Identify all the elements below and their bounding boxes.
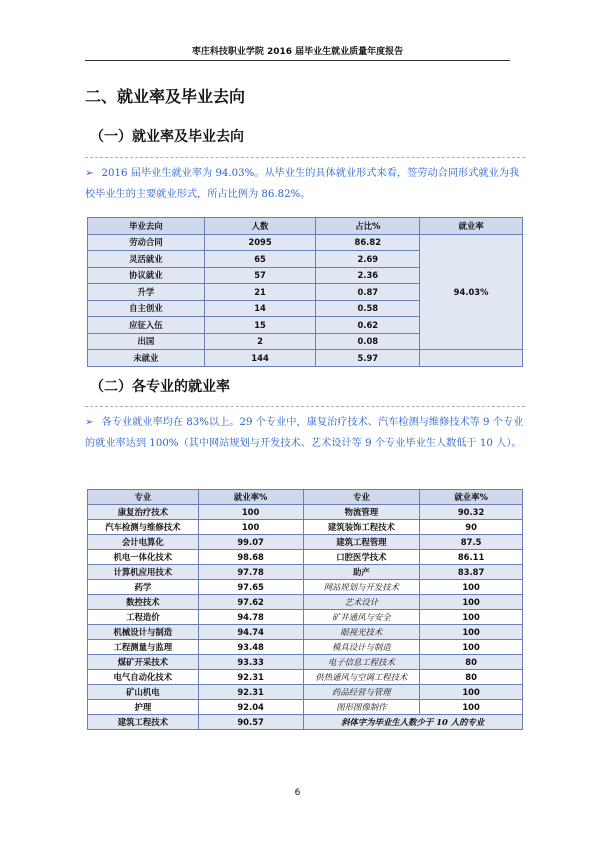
table-cell: 21 (204, 284, 316, 301)
table-cell: 90 (420, 520, 523, 535)
table-cell: 康复治疗技术 (88, 505, 199, 520)
table-row (88, 520, 523, 535)
table-cell: 眼视光技术 (303, 625, 420, 640)
table-cell: 建筑工程管理 (303, 535, 420, 550)
employment-rate-cell: 94.03% (420, 234, 523, 350)
table-row (88, 580, 523, 595)
table-row (88, 350, 523, 367)
table-cell: 100 (420, 580, 523, 595)
table-cell: 供热通风与空调工程技术 (303, 670, 420, 685)
table-cell: 90.32 (420, 505, 523, 520)
paragraph-1-text: 2016 届毕业生就业率为 94.03%。从毕业生的具体就业形式来看，签劳动合同形式就业为我校毕业生的主要就业形式，所占比例为 86.82%。 (85, 168, 520, 200)
table-row (88, 715, 523, 730)
subsection-rule-2 (85, 406, 525, 407)
table-cell: 90.57 (198, 715, 303, 730)
table-cell: 机械设计与制造 (88, 625, 199, 640)
table-cell: 2095 (204, 234, 316, 251)
table-cell: 80 (420, 670, 523, 685)
table-row (88, 670, 523, 685)
table-header-row (88, 490, 523, 505)
paragraph-2-text: 各专业就业率均在 83%以上。29 个专业中，康复治疗技术、汽车检测与维修技术等 9 个专业的就业率达到 100%（其中网站规划与开发技术、艺术设计等 9 个专业毕业生人数低于 10 人）。 (85, 417, 524, 449)
table-cell: 建筑工程技术 (88, 715, 199, 730)
table-cell: 协议就业 (88, 267, 205, 284)
table-cell: 97.65 (198, 580, 303, 595)
table-row (88, 700, 523, 715)
subsection-rule-1 (85, 157, 525, 158)
table-cell: 电气自动化技术 (88, 670, 199, 685)
table-cell: 物流管理 (303, 505, 420, 520)
table-cell: 87.5 (420, 535, 523, 550)
table-cell: 工程测量与监理 (88, 640, 199, 655)
table-cell: 92.31 (198, 685, 303, 700)
table-cell: 药学 (88, 580, 199, 595)
table-cell: 2 (204, 333, 316, 350)
table-row (88, 655, 523, 670)
table-cell: 出国 (88, 333, 205, 350)
table-row (88, 565, 523, 580)
column-header: 就业率% (420, 490, 523, 505)
column-header: 毕业去向 (88, 218, 205, 235)
table-cell: 65 (204, 251, 316, 268)
table-cell: 灵活就业 (88, 251, 205, 268)
table-cell: 0.62 (316, 317, 420, 334)
column-header: 就业率% (198, 490, 303, 505)
table-cell: 93.33 (198, 655, 303, 670)
table-header-row (88, 218, 523, 235)
table-cell: 100 (420, 685, 523, 700)
table-row (88, 625, 523, 640)
subsection-title-1: （一）就业率及毕业去向 (90, 129, 244, 145)
table-cell: 艺术设计 (303, 595, 420, 610)
table-cell: 93.48 (198, 640, 303, 655)
table-cell: 14 (204, 300, 316, 317)
table-cell: 98.68 (198, 550, 303, 565)
table-cell: 护理 (88, 700, 199, 715)
table-cell: 2.36 (316, 267, 420, 284)
major-rate-table (87, 489, 523, 730)
table-cell: 劳动合同 (88, 234, 205, 251)
table-cell: 会计电算化 (88, 535, 199, 550)
destination-table (87, 217, 523, 367)
table-cell: 汽车检测与维修技术 (88, 520, 199, 535)
table-note: 斜体字为毕业生人数少于 10 人的专业 (303, 715, 523, 730)
table-cell: 口腔医学技术 (303, 550, 420, 565)
table-row (88, 595, 523, 610)
table-cell: 应征入伍 (88, 317, 205, 334)
table-cell: 94.78 (198, 610, 303, 625)
column-header: 专业 (303, 490, 420, 505)
table-cell: 计算机应用技术 (88, 565, 199, 580)
table-cell: 83.87 (420, 565, 523, 580)
table-cell: 模具设计与制造 (303, 640, 420, 655)
table-cell: 药品经营与管理 (303, 685, 420, 700)
table-cell: 100 (420, 595, 523, 610)
table-row (88, 505, 523, 520)
table-cell: 升学 (88, 284, 205, 301)
table-cell: 100 (198, 520, 303, 535)
table-cell: 15 (204, 317, 316, 334)
paragraph-2 (85, 412, 525, 454)
table-row (88, 685, 523, 700)
table-cell: 80 (420, 655, 523, 670)
table-cell: 92.04 (198, 700, 303, 715)
table-row (88, 234, 523, 251)
table-row (88, 610, 523, 625)
table-cell: 0.58 (316, 300, 420, 317)
header-rule (85, 60, 510, 61)
table-cell: 97.62 (198, 595, 303, 610)
table-cell: 100 (420, 625, 523, 640)
table-cell: 图形图像制作 (303, 700, 420, 715)
running-header: 枣庄科技职业学院 2016 届毕业生就业质量年度报告 (191, 47, 404, 57)
table-cell: 92.31 (198, 670, 303, 685)
page-number: 6 (294, 788, 301, 798)
table-cell: 0.87 (316, 284, 420, 301)
table-cell: 煤矿开采技术 (88, 655, 199, 670)
table-cell-empty (420, 350, 523, 367)
table-cell: 自主创业 (88, 300, 205, 317)
table-cell: 5.97 (316, 350, 420, 367)
table-cell: 100 (420, 700, 523, 715)
bullet-arrow-icon: ➢ (85, 168, 94, 179)
table-cell: 电子信息工程技术 (303, 655, 420, 670)
table-cell: 数控技术 (88, 595, 199, 610)
table-cell: 86.11 (420, 550, 523, 565)
table-cell: 100 (420, 610, 523, 625)
table-cell: 未就业 (88, 350, 205, 367)
subsection-title-2: （二）各专业的就业率 (90, 379, 230, 395)
column-header: 就业率 (420, 218, 523, 235)
table-cell: 2.69 (316, 251, 420, 268)
section-title: 二、就业率及毕业去向 (85, 87, 246, 106)
table-row (88, 550, 523, 565)
column-header: 占比% (316, 218, 420, 235)
table-cell: 建筑装饰工程技术 (303, 520, 420, 535)
table-cell: 57 (204, 267, 316, 284)
paragraph-1 (85, 163, 525, 205)
table-row (88, 535, 523, 550)
table-cell: 机电一体化技术 (88, 550, 199, 565)
table-cell: 工程造价 (88, 610, 199, 625)
table-cell: 97.78 (198, 565, 303, 580)
table-cell: 网站规划与开发技术 (303, 580, 420, 595)
table-cell: 100 (420, 640, 523, 655)
table-cell: 矿山机电 (88, 685, 199, 700)
column-header: 专业 (88, 490, 199, 505)
table-cell: 99.07 (198, 535, 303, 550)
table-row (88, 640, 523, 655)
bullet-arrow-icon: ➢ (85, 417, 94, 428)
table-cell: 助产 (303, 565, 420, 580)
table-cell: 0.08 (316, 333, 420, 350)
table-cell: 矿井通风与安全 (303, 610, 420, 625)
table-cell: 94.74 (198, 625, 303, 640)
table-cell: 144 (204, 350, 316, 367)
table-cell: 100 (198, 505, 303, 520)
table-cell: 86.82 (316, 234, 420, 251)
column-header: 人数 (204, 218, 316, 235)
